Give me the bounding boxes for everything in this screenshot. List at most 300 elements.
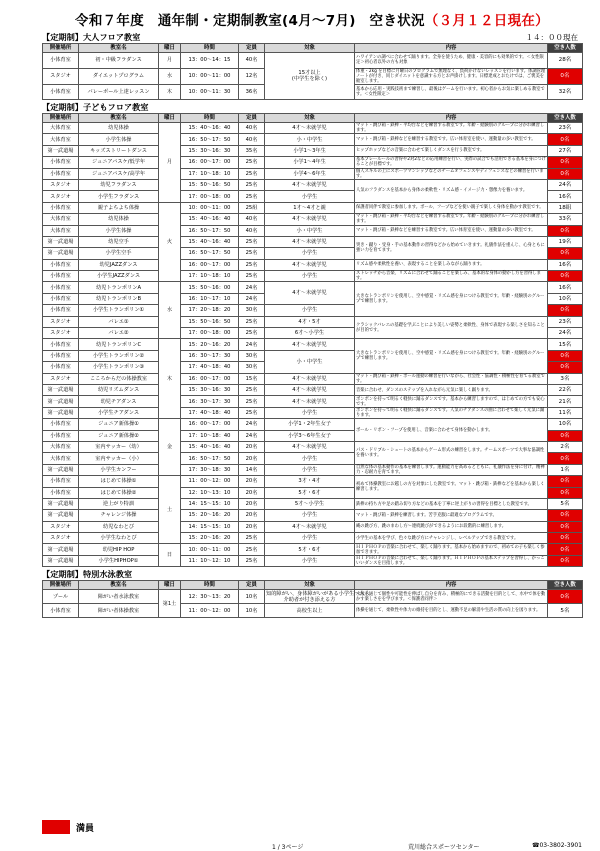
cell-vacancy: 10名 — [548, 293, 583, 304]
cell-description: 基本から応用・実践技術まで練習し、最後はゲームを行います。初心者からお気に楽しめる教室です。＜女性限定＞ — [355, 84, 548, 100]
cell-time: 15：20～16：20 — [181, 510, 239, 521]
cell-place: スタジオ — [43, 521, 79, 532]
cell-target: 4才～未就学児 — [265, 396, 355, 407]
cell-capacity: 20名 — [239, 487, 265, 498]
cell-course-name: 室内サッカー（幼） — [79, 441, 159, 452]
cell-description: マット・跳び箱・鉄棒などを練習する教室です。広い体育室を使い、運動量の多い教室です。 — [355, 134, 548, 145]
cell-place: 小体育室 — [43, 293, 79, 304]
cell-capacity: 14名 — [239, 464, 265, 475]
table-row — [43, 339, 583, 350]
cell-target: 4才～未就学児 — [265, 373, 355, 384]
cell-time: 17：00～18：00 — [181, 328, 239, 339]
cell-vacancy: 1名 — [548, 464, 583, 475]
table-row — [43, 225, 583, 236]
cell-time: 17：20～18：20 — [181, 305, 239, 316]
legend — [42, 818, 582, 838]
footer — [42, 842, 582, 851]
cell-course-name: はじめて体操② — [79, 487, 159, 498]
cell-vacancy: 19名 — [548, 236, 583, 247]
cell-vacancy: 0名 — [548, 362, 583, 373]
table-row — [43, 271, 583, 282]
cell-vacancy: 16名 — [548, 191, 583, 202]
cell-time: 16：50～17：50 — [181, 453, 239, 464]
cell-course-name: バレエ② — [79, 328, 159, 339]
cell-place: スタジオ — [43, 191, 79, 202]
cell-description: マット・跳び箱・鉄棒・平均台などを練習する教室です。年齢・経験別のグループに分かれ練習します。 — [355, 123, 548, 134]
cell-target: 15才以上 (中学生を除く) — [265, 53, 355, 100]
cell-description: 体重・2kg を目標に月曜日のプログラムで無理なく、負荷かけないレッスンを行います。体調管理ノートが付き、同じダイエットを意識する方とお声掛けします。日標達成とおたけでは、ご褒美を勧室します。 — [355, 68, 548, 84]
cell-time: 16：00～17：00 — [181, 259, 239, 270]
cell-day: 火 — [159, 202, 181, 282]
cell-vacancy: 5名 — [548, 604, 583, 618]
cell-place: 第一武道場 — [43, 407, 79, 418]
legend-full-label: 満員 — [76, 824, 95, 834]
cell-time: 16：30～17：30 — [181, 350, 239, 361]
cell-target: 小学1・2年生女子 — [265, 419, 355, 430]
cell-capacity: 40名 — [239, 123, 265, 134]
section-swim-title: 【定期制】特別水泳教室 — [42, 569, 133, 580]
section-adult-title: 【定期制】大人フロア教室 — [42, 32, 141, 42]
cell-description: 個人スキルの上にスポーツマンシップなどのチームオフェンスやディフェンスなどの練習を行います。 — [355, 168, 548, 179]
cell-target: 小学生 — [265, 305, 355, 316]
cell-target: 小学3～6年生女子 — [265, 430, 355, 441]
table-row — [43, 510, 583, 521]
cell-capacity: 35名 — [239, 145, 265, 156]
cell-target: 4才～未就学児 — [265, 384, 355, 395]
cell-description: 鉄棒の持ち方や足の踏み切り方などの基本を丁寧に逆上がりの習得を目標とした教室です。 — [355, 498, 548, 509]
cell-capacity: 25名 — [239, 316, 265, 327]
cell-capacity: 25名 — [239, 248, 265, 259]
col-target: 対象 — [265, 44, 355, 53]
cell-vacancy: 0名 — [548, 555, 583, 566]
cell-description: マット・跳び箱・鉄棒などを練習する教室です。広い体育室を使い、運動量の多い教室です。 — [355, 225, 548, 236]
cell-course-name: チャレンジ体操 — [79, 510, 159, 521]
cell-day: 水 — [159, 68, 181, 84]
cell-course-name: こころからだの体操教室 — [79, 373, 159, 384]
cell-description: ボール・リボン・フープを使用し、音楽に合わせて身体を動かします。 — [355, 419, 548, 442]
cell-vacancy: 0名 — [548, 168, 583, 179]
cell-time: 16：50～17：50 — [181, 248, 239, 259]
table-row — [43, 464, 583, 475]
cell-time: 10：00～11：00 — [181, 68, 239, 84]
section-kids-title: 【定期制】子どもフロア教室 — [42, 102, 149, 112]
cell-target: 4才～未就学児 — [265, 521, 355, 532]
cell-capacity: 25名 — [239, 179, 265, 190]
cell-capacity: 24名 — [239, 282, 265, 293]
table-row — [43, 419, 583, 430]
cell-course-name: 障がい者水泳教室 — [79, 590, 159, 604]
cell-day: 木 — [159, 339, 181, 419]
cell-time: 15：50～16：50 — [181, 316, 239, 327]
cell-place: スタジオ — [43, 533, 79, 544]
cell-target: 5才～小学生 — [265, 498, 355, 509]
cell-course-name: 幼児体操 — [79, 214, 159, 225]
col-vacancy: 空き人数 — [548, 114, 583, 123]
cell-vacancy: 24名 — [548, 179, 583, 190]
cell-target: 小・中学生 — [265, 350, 355, 373]
cell-vacancy: 18組 — [548, 202, 583, 213]
cell-course-name: 小学生空手 — [79, 248, 159, 259]
cell-time: 17：10～18：40 — [181, 430, 239, 441]
cell-place: 小体育室 — [43, 487, 79, 498]
cell-time: 15：40～16：40 — [181, 441, 239, 452]
cell-description: ポンポンを持って明るく軽快に踊るダンスです。人気のチアダンスの曲に合わせて楽しく元気に踊ります。 — [355, 407, 548, 418]
cell-capacity: 25名 — [239, 544, 265, 555]
cell-time: 17：40～18：40 — [181, 362, 239, 373]
cell-time: 16：10～17：10 — [181, 293, 239, 304]
cell-vacancy: 0名 — [548, 544, 583, 555]
cell-description: ハワイアンの調べに合わせて踊ります。全身を使うため、健康・美容的にも効果的です。＜女性限定＞初心者以外の方も対象 — [355, 53, 548, 69]
cell-course-name: 初・中級フラダンス — [79, 53, 159, 69]
col-time: 時間 — [181, 581, 239, 590]
cell-description: クラシックバレエの基礎を学ぶことにより美しい姿勢と柔軟性、身体で表現する楽しさを知ることが目的です。 — [355, 316, 548, 339]
cell-course-name: 室内サッカー（小） — [79, 453, 159, 464]
cell-place: 小体育室 — [43, 476, 79, 487]
cell-place: 小体育室 — [43, 168, 79, 179]
col-content: 内容 — [355, 44, 548, 53]
cell-vacancy: 16名 — [548, 282, 583, 293]
cell-description: ＨＩＰＨＯＰの音楽に合わせて、楽しく踊ります。ＨＩＰＨＯＰの基本ステップを習得し、かっこいいダンスを目指します。 — [355, 555, 548, 566]
cell-capacity: 20名 — [239, 453, 265, 464]
cell-course-name: 幼児トランポリンA — [79, 282, 159, 293]
cell-place: 小体育室 — [43, 604, 79, 618]
cell-vacancy: 27名 — [548, 145, 583, 156]
cell-course-name: キッズストリートダンス — [79, 145, 159, 156]
cell-course-name: 幼児トランポリンC — [79, 339, 159, 350]
cell-target: 4才～未就学児 — [265, 441, 355, 452]
cell-place: 小体育室 — [43, 362, 79, 373]
cell-capacity: 24名 — [239, 419, 265, 430]
table-row — [43, 476, 583, 487]
cell-capacity: 25名 — [239, 533, 265, 544]
col-day: 曜日 — [159, 44, 181, 53]
cell-target: 4才～未就学児 — [265, 282, 355, 305]
cell-capacity: 30名 — [239, 350, 265, 361]
cell-description: リズム感や柔軟性を養い、表現することを楽しみながら踊ります。 — [355, 259, 548, 270]
cell-course-name: 親子よちよち体操 — [79, 202, 159, 213]
cell-capacity: 25名 — [239, 328, 265, 339]
cell-capacity: 25名 — [239, 157, 265, 168]
cell-vacancy: 23名 — [548, 123, 583, 134]
cell-target: 小学4～6年生 — [265, 168, 355, 179]
col-place: 開催場所 — [43, 114, 79, 123]
cell-description: 音楽に合わせ、ダンスのステップを入れながら元気に楽しく踊ります。 — [355, 384, 548, 395]
cell-capacity: 20名 — [239, 441, 265, 452]
cell-vacancy: 0名 — [548, 590, 583, 604]
cell-description: マット・跳び箱・鉄棒を練習します。苦手克服に最適なプログラムです。 — [355, 510, 548, 521]
legend-full-swatch — [42, 820, 70, 834]
cell-course-name: 小学生なわとび — [79, 533, 159, 544]
section-adult-header — [42, 32, 582, 43]
cell-time: 15：20～16：20 — [181, 339, 239, 350]
table-row — [43, 168, 583, 179]
col-capacity: 定員 — [239, 581, 265, 590]
cell-vacancy: 3名 — [548, 373, 583, 384]
col-course: 教室名 — [79, 581, 159, 590]
cell-capacity: 30名 — [239, 305, 265, 316]
cell-vacancy: 22名 — [548, 384, 583, 395]
cell-time: 17：40～18：40 — [181, 407, 239, 418]
col-target: 対象 — [265, 114, 355, 123]
cell-capacity: 25名 — [239, 384, 265, 395]
cell-capacity: 30名 — [239, 362, 265, 373]
cell-time: 12：30～13：20 — [181, 590, 239, 604]
cell-description: ストレッチから音楽、リズムに合わせて踊ることを楽しみ、基本的な身体の動かし方を習得します。 — [355, 271, 548, 282]
cell-place: スタジオ — [43, 328, 79, 339]
cell-time: 16：00～17：00 — [181, 419, 239, 430]
cell-capacity: 20名 — [239, 510, 265, 521]
cell-capacity: 40名 — [239, 225, 265, 236]
cell-course-name: 幼児フラダンス — [79, 179, 159, 190]
cell-target: 4才・5才 — [265, 316, 355, 327]
cell-target: 小学生 — [265, 191, 355, 202]
cell-target: 4才～未就学児 — [265, 236, 355, 247]
cell-place: 小体育室 — [43, 430, 79, 441]
table-header-row — [43, 114, 583, 123]
cell-vacancy: 32名 — [548, 84, 583, 100]
cell-place: 大体育室 — [43, 225, 79, 236]
cell-course-name: 小学生トランポリン③ — [79, 362, 159, 373]
table-row — [43, 259, 583, 270]
cell-place: 小体育室 — [43, 157, 79, 168]
cell-day: 水 — [159, 282, 181, 339]
cell-target: 小学生 — [265, 464, 355, 475]
table-row — [43, 214, 583, 225]
cell-place: 第一武道場 — [43, 396, 79, 407]
cell-vacancy: 0名 — [548, 225, 583, 236]
cell-description: マット・跳び箱・鉄棒・ボール運動の練習を行いながら、社会性・協調性・積極性を育てる教室です。 — [355, 373, 548, 384]
cell-place: 小体育室 — [43, 419, 79, 430]
cell-place: 小体育室 — [43, 350, 79, 361]
cell-time: 12：10～13：10 — [181, 487, 239, 498]
cell-time: 14：15～15：10 — [181, 498, 239, 509]
cell-capacity: 40名 — [239, 214, 265, 225]
table-row — [43, 282, 583, 293]
cell-target: 4才～未就学児 — [265, 339, 355, 350]
cell-vacancy: 11名 — [548, 407, 583, 418]
cell-course-name: 幼児なわとび — [79, 521, 159, 532]
table-row — [43, 316, 583, 327]
cell-capacity: 20名 — [239, 521, 265, 532]
cell-vacancy: 0名 — [548, 157, 583, 168]
cell-vacancy: 0名 — [548, 248, 583, 259]
page-number: 1 / 3ページ — [272, 844, 304, 851]
table-row — [43, 441, 583, 452]
cell-description: マット・跳び箱・鉄棒・平均台などを練習する教室です。年齢・経験別のグループに分かれ練習します。 — [355, 214, 548, 225]
section-adult-time: １４：００現在 — [525, 33, 578, 42]
cell-target: 1才～4才と親 — [265, 202, 355, 213]
cell-capacity: 20名 — [239, 476, 265, 487]
cell-time: 15：50～16：50 — [181, 179, 239, 190]
cell-course-name: 小学生HIPHOP① — [79, 555, 159, 566]
cell-time: 15：30～16：30 — [181, 384, 239, 395]
cell-vacancy: 0名 — [548, 476, 583, 487]
table-row — [43, 396, 583, 407]
cell-time: 17：30～18：30 — [181, 464, 239, 475]
cell-time: 15：40～16：40 — [181, 123, 239, 134]
cell-description: ヒップホップなどの音楽に合わせて楽しくダンスを行う教室です。 — [355, 145, 548, 156]
cell-vacancy: 23名 — [548, 316, 583, 327]
col-time: 時間 — [181, 44, 239, 53]
cell-capacity: 25名 — [239, 271, 265, 282]
cell-course-name: バレーボール上達レッスン — [79, 84, 159, 100]
col-course: 教室名 — [79, 114, 159, 123]
cell-vacancy: 0名 — [548, 134, 583, 145]
cell-place: 大体育室 — [43, 214, 79, 225]
table-row — [43, 145, 583, 156]
cell-target: 高校生以上 — [265, 604, 355, 618]
cell-place: 大体育室 — [43, 441, 79, 452]
cell-target: 小学1～3年生 — [265, 145, 355, 156]
cell-place: 第一武道場 — [43, 544, 79, 555]
phone-number: ☎03-3802-3901 — [532, 842, 582, 849]
cell-target: 小・中学生 — [265, 134, 355, 145]
cell-capacity: 20名 — [239, 498, 265, 509]
cell-vacancy: 0名 — [548, 521, 583, 532]
cell-time: 16：50～17：50 — [181, 134, 239, 145]
cell-day: 月 — [159, 53, 181, 69]
cell-vacancy: 28名 — [548, 53, 583, 69]
table-row — [43, 373, 583, 384]
col-time: 時間 — [181, 114, 239, 123]
organization-name: 荒川総合スポーツセンター — [408, 844, 480, 851]
cell-course-name: 障がい者体操教室 — [79, 604, 159, 618]
table-header-row — [43, 44, 583, 53]
cell-time: 15：50～16：00 — [181, 282, 239, 293]
cell-place: 小体育室 — [43, 339, 79, 350]
cell-time: 11：10～12：10 — [181, 555, 239, 566]
cell-day: 土 — [159, 476, 181, 544]
cell-vacancy: 16名 — [548, 259, 583, 270]
cell-place: 第一武道場 — [43, 498, 79, 509]
cell-place: スタジオ — [43, 373, 79, 384]
cell-target: 5才・6才 — [265, 544, 355, 555]
col-capacity: 定員 — [239, 114, 265, 123]
cell-description: パス・ドリブル・シュートの基本からゲーム形式の練習をします。チームスポーツで大事な協調性を養います。 — [355, 441, 548, 464]
col-vacancy: 空き人数 — [548, 44, 583, 53]
cell-vacancy: 5名 — [548, 498, 583, 509]
cell-capacity: 10名 — [239, 604, 265, 618]
col-capacity: 定員 — [239, 44, 265, 53]
cell-capacity: 25名 — [239, 396, 265, 407]
section-swim-header — [42, 569, 582, 580]
col-place: 開催場所 — [43, 44, 79, 53]
title-main: 令和７年度 通年制・定期制教室(4月～7月) 空き状況 — [75, 13, 425, 29]
col-day: 曜日 — [159, 114, 181, 123]
cell-description: 保護者同伴で教室に参加します。ボール、フープなどを使い親子で楽しく身体を動かす教室です。 — [355, 202, 548, 213]
col-course: 教室名 — [79, 44, 159, 53]
cell-target: 小学生 — [265, 248, 355, 259]
table-row — [43, 533, 583, 544]
adult-class-table — [42, 43, 583, 100]
col-target: 対象 — [265, 581, 355, 590]
cell-description: 突き・蹴り・受身・手の基本動作の習得などから始めていきます。礼儀作法を重んじ、心身ともに強い力を育てます。 — [355, 236, 548, 259]
cell-place: 第一武道場 — [43, 145, 79, 156]
cell-capacity: 25名 — [239, 236, 265, 247]
cell-target: 小学生 — [265, 510, 355, 521]
cell-course-name: ダイエットプログラム — [79, 68, 159, 84]
cell-description: 人気のフラダンスを基本から身体の柔軟性・リズム感・イメージ力・想像力を養います。 — [355, 179, 548, 202]
table-row — [43, 544, 583, 555]
cell-place: 大体育室 — [43, 134, 79, 145]
cell-vacancy: 2名 — [548, 441, 583, 452]
cell-place: 小体育室 — [43, 259, 79, 270]
cell-description: 小学生の基本を学び、色々な跳び方にチャレンジし、レベルアップできる教室です。 — [355, 533, 548, 544]
cell-vacancy: 10名 — [548, 419, 583, 430]
cell-capacity: 24名 — [239, 430, 265, 441]
cell-course-name: 小学生カンフー — [79, 464, 159, 475]
cell-course-name: ジュニアバスケ/低学年 — [79, 157, 159, 168]
cell-place: 小体育室 — [43, 271, 79, 282]
cell-capacity: 36名 — [239, 84, 265, 100]
cell-target: 3才・4才 — [265, 476, 355, 487]
cell-place: 第一武道場 — [43, 464, 79, 475]
cell-vacancy: 33名 — [548, 214, 583, 225]
cell-capacity: 25名 — [239, 191, 265, 202]
cell-capacity: 25組 — [239, 202, 265, 213]
cell-capacity: 25名 — [239, 168, 265, 179]
cell-vacancy: 0名 — [548, 430, 583, 441]
cell-place: 小体育室 — [43, 282, 79, 293]
cell-time: 15：20～16：20 — [181, 533, 239, 544]
col-day: 曜日 — [159, 581, 181, 590]
col-content: 内容 — [355, 581, 548, 590]
cell-capacity: 24名 — [239, 339, 265, 350]
table-row — [43, 157, 583, 168]
cell-time: 15：30～16：30 — [181, 145, 239, 156]
cell-capacity: 25名 — [239, 259, 265, 270]
cell-time: 16：00～17：00 — [181, 373, 239, 384]
cell-time: 10：00～11：00 — [181, 544, 239, 555]
cell-time: 16：30～17：30 — [181, 396, 239, 407]
cell-vacancy: 24名 — [548, 328, 583, 339]
cell-target: 6才～小学生 — [265, 328, 355, 339]
cell-time: 14：15～15：10 — [181, 521, 239, 532]
swim-class-table — [42, 580, 583, 618]
document-page — [42, 12, 582, 851]
cell-place: 第一武道場 — [43, 510, 79, 521]
cell-place: スタジオ — [43, 68, 79, 84]
cell-day: 金 — [159, 419, 181, 476]
cell-place: 第一武道場 — [43, 248, 79, 259]
cell-course-name: ジュニア新体操① — [79, 419, 159, 430]
cell-place: 第一武道場 — [43, 384, 79, 395]
cell-time: 13：00～14：15 — [181, 53, 239, 69]
cell-course-name: ジュニア新体操② — [79, 430, 159, 441]
cell-course-name: 逆上がり特訓 — [79, 498, 159, 509]
cell-vacancy: 0名 — [548, 453, 583, 464]
cell-course-name: 小学生体操 — [79, 134, 159, 145]
cell-time: 11：00～12：00 — [181, 476, 239, 487]
cell-course-name: はじめて体操① — [79, 476, 159, 487]
table-header-row — [43, 581, 583, 590]
cell-target: 4才～未就学児 — [265, 123, 355, 134]
kids-class-table — [42, 113, 583, 567]
cell-target: 4才～未就学児 — [265, 214, 355, 225]
cell-place: 小体育室 — [43, 202, 79, 213]
cell-target: 小学生 — [265, 533, 355, 544]
cell-target: 小学生 — [265, 407, 355, 418]
cell-time: 17：10～18：10 — [181, 271, 239, 282]
cell-place: 第一武道場 — [43, 555, 79, 566]
cell-time: 10：00～11：00 — [181, 202, 239, 213]
cell-time: 16：00～17：00 — [181, 157, 239, 168]
cell-capacity: 12名 — [239, 68, 265, 84]
cell-description: 自然な体の基本動作の基本を練習します。運動能力を高めるとともに、礼儀作法を身に付け、精神力・忍耐力を育てます。 — [355, 464, 548, 475]
cell-course-name: 小学生トランポリン① — [79, 305, 159, 316]
table-row — [43, 521, 583, 532]
cell-day: 木 — [159, 84, 181, 100]
